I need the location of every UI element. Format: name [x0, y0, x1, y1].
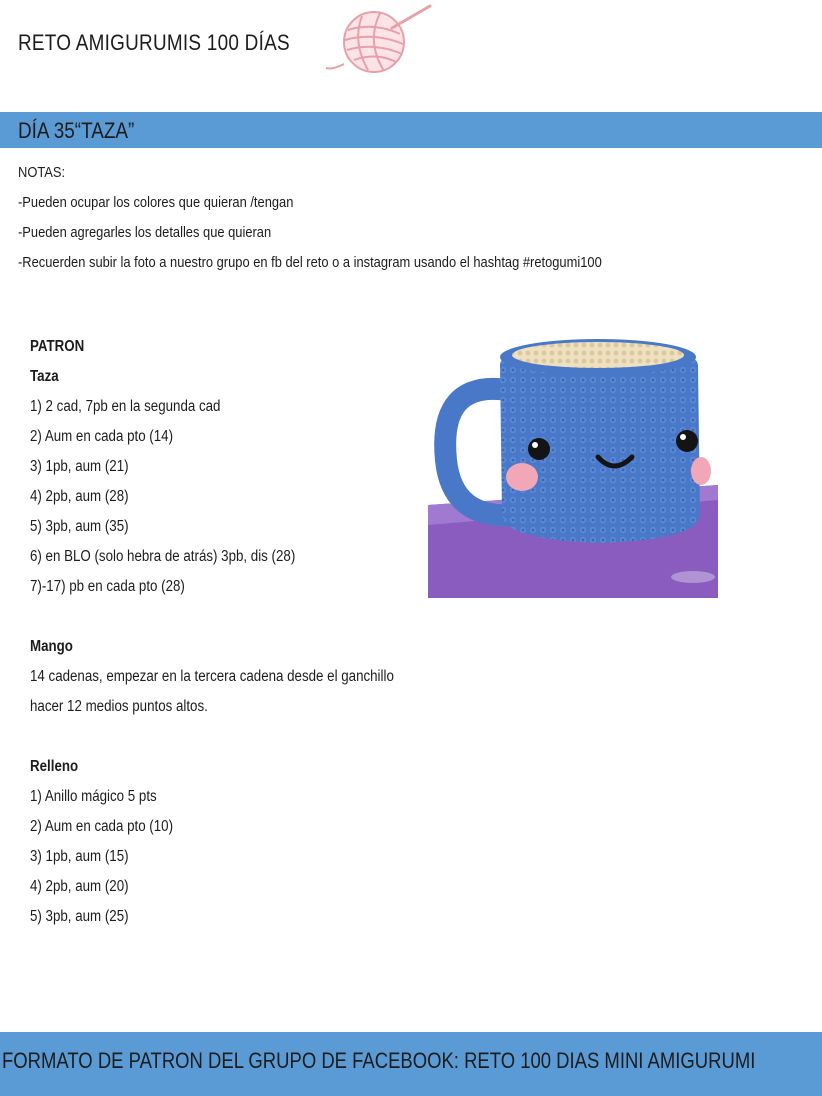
pattern-row: hacer 12 medios puntos altos. [30, 698, 208, 715]
page-title: RETO AMIGURUMIS 100 DÍAS [18, 30, 290, 55]
mango-title: Mango [30, 638, 73, 655]
pattern-row: 6) en BLO (solo hebra de atrás) 3pb, dis (28) [30, 548, 296, 565]
yarn-ball-icon [322, 4, 434, 76]
footer-text: FORMATO DE PATRON DEL GRUPO DE FACEBOOK: RETO 100 DIAS MINI AMIGURUMI [2, 1048, 756, 1073]
pattern-row: 14 cadenas, empezar en la tercera cadena desde el ganchillo [30, 668, 394, 685]
note-item: -Recuerden subir la foto a nuestro grupo en fb del reto o a instagram usando el hashtag #retogumi100 [18, 254, 602, 271]
pattern-row: 3) 1pb, aum (15) [30, 848, 129, 865]
pattern-row: 5) 3pb, aum (35) [30, 518, 129, 535]
pattern-row: 4) 2pb, aum (20) [30, 878, 129, 895]
note-item: -Pueden ocupar los colores que quieran /tengan [18, 194, 294, 211]
pattern-row: 5) 3pb, aum (25) [30, 908, 129, 925]
notes-heading: NOTAS: [18, 164, 66, 181]
relleno-title: Relleno [30, 758, 79, 775]
pattern-row: 3) 1pb, aum (21) [30, 458, 129, 475]
taza-title: Taza [30, 368, 59, 385]
pattern-row: 4) 2pb, aum (28) [30, 488, 129, 505]
note-item: -Pueden agregarles los detalles que quieran [18, 224, 272, 241]
notes-section [18, 158, 697, 278]
day-title: DÍA 35“TAZA” [18, 118, 135, 143]
pattern-row: 2) Aum en cada pto (10) [30, 818, 174, 835]
pattern-row: 2) Aum en cada pto (14) [30, 428, 174, 445]
pattern-heading: PATRON [30, 338, 85, 355]
pattern-row: 7)-17) pb en cada pto (28) [30, 578, 185, 595]
mug-amigurumi-photo [428, 325, 718, 598]
pattern-row: 1) Anillo mágico 5 pts [30, 788, 157, 805]
pattern-section [30, 332, 453, 932]
pattern-row: 1) 2 cad, 7pb en la segunda cad [30, 398, 221, 415]
